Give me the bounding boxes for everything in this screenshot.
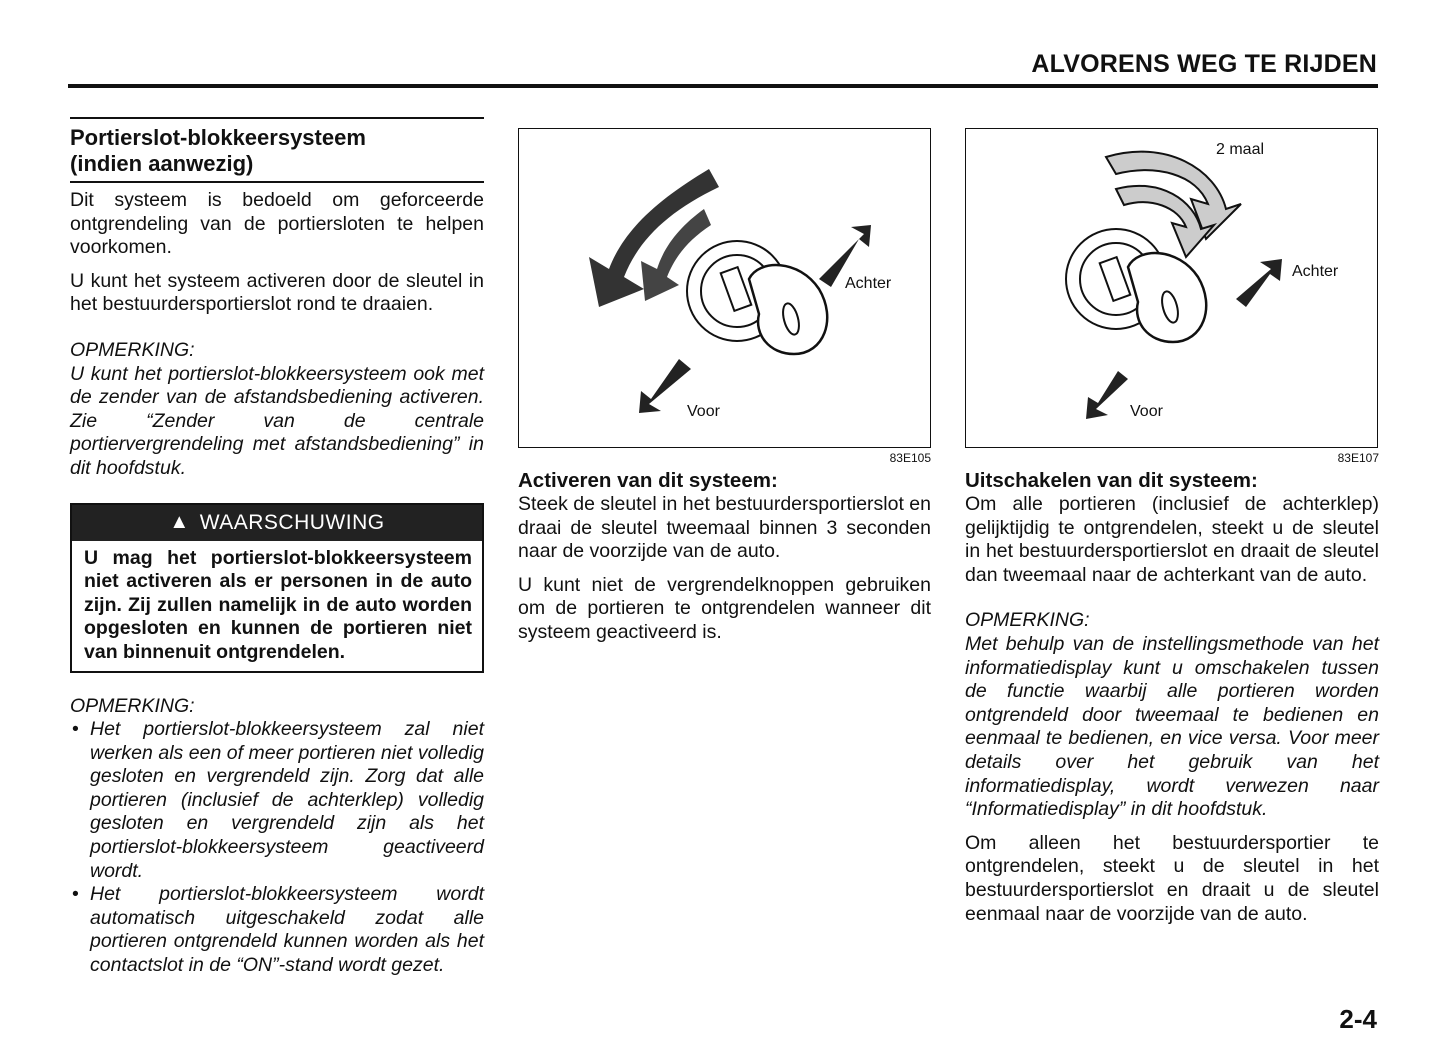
- note-text: Met behulp van de instellingsmethode van het informatiedisplay kunt u omschakelen tussen de functie waarbij alle portieren worden ontgrendeld door tweemaal te bedienen en eenmaal te bedienen, en vice versa. Voor meer details over het gebruik van het informatiedisplay, wordt verwezen naar “Informatiedisplay” in dit hoofdstuk.: [965, 632, 1379, 821]
- note-bullet-item: • Het portierslot-blokkeersysteem zal niet werken als een of meer portieren niet volledig gesloten en vergrendeld zijn. Zorg dat alle portieren (inclusief de achterklep) volledig gesloten en vergrendeld zijn als het portierslot-blokkeersysteem geactiveerd wordt.: [70, 718, 484, 883]
- note-label-2: OPMERKING:: [70, 694, 195, 717]
- arrow-rear-icon: [1236, 259, 1282, 307]
- warning-triangle-icon: ▲: [169, 511, 190, 534]
- section-title-line2: (indien aanwezig): [70, 151, 254, 176]
- figure-code: 83E107: [1337, 451, 1379, 465]
- header-rule: [68, 84, 1378, 88]
- driver-door-paragraph: Om alleen het bestuurdersportier te ontgrendelen, steekt u de sleutel in het bestuurdersportierslot en draait u de sleutel eenmaal naar de voorzijde van de auto.: [965, 831, 1379, 925]
- intro-paragraph: Dit systeem is bedoeld om geforceerde ontgrendeling van de portiersloten te helpen voorkomen.: [70, 189, 484, 259]
- column-right: [965, 128, 1379, 926]
- note-label: OPMERKING:: [70, 338, 195, 361]
- section-title-line1: Portierslot-blokkeersysteem: [70, 125, 366, 150]
- warning-title: WAARSCHUWING: [199, 510, 385, 534]
- warning-header: [72, 505, 482, 541]
- activate-note-paragraph: U kunt niet de vergrendelknoppen gebruiken om de portieren te ontgrendelen wanneer dit systeem geactiveerd is.: [518, 573, 931, 643]
- activate-steps-paragraph: Steek de sleutel in het bestuurdersportierslot en draai de sleutel tweemaal binnen 3 seconden naar de voorzijde van de auto.: [518, 493, 931, 563]
- figure-deactivate: [965, 128, 1378, 448]
- note-bullet-item: • Het portierslot-blokkeersysteem wordt automatisch uitgeschakeld zodat alle portieren ontgrendeld kunnen worden als het contactslot in de “ON”-stand wordt gezet.: [70, 883, 484, 977]
- subsection-title: Uitschakelen van dit systeem:: [965, 469, 1258, 492]
- note-label: OPMERKING:: [965, 609, 1090, 632]
- column-left: [70, 117, 484, 978]
- figure-code: 83E105: [889, 451, 931, 465]
- page-header-title: ALVORENS WEG TE RIJDEN: [1031, 50, 1377, 78]
- lock-key-turn-rear-illustration: [966, 129, 1379, 449]
- note-text: U kunt het portierslot-blokkeersysteem ook met de zender van de afstandsbediening activeren. Zie “Zender van de centrale portiervergrendeling met afstandsbediening” in dit hoofdstuk.: [70, 362, 484, 479]
- section-title-rule: [70, 181, 484, 183]
- arrow-front-icon: [639, 359, 691, 413]
- deactivate-steps-paragraph: Om alle portieren (inclusief de achterklep) gelijktijdig te ontgrendelen, steekt u de sleutel in het bestuurdersportierslot en draait de sleutel dan tweemaal naar de achterkant van de auto.: [965, 493, 1379, 586]
- column-middle: [518, 128, 931, 645]
- note-bullet-list: [70, 718, 484, 978]
- page-number: 2-4: [1339, 1004, 1377, 1034]
- warning-text: U mag het portierslot-blokkeersysteem niet activeren als er personen in de auto zijn. Zij zullen namelijk in de auto worden opgesloten en kunnen de portieren niet van binnenuit ontgrendelen.: [84, 546, 472, 663]
- figure-activate: [518, 128, 931, 448]
- figure-label-front: Voor: [687, 403, 720, 420]
- section-title: [70, 125, 484, 177]
- figure-label-times: 2 maal: [1216, 141, 1265, 158]
- arrow-front-icon: [1086, 371, 1128, 419]
- activation-paragraph: U kunt het systeem activeren door de sleutel in het bestuurdersportierslot rond te draaien.: [70, 269, 484, 316]
- section-top-rule: [70, 117, 484, 119]
- warning-box: [70, 503, 484, 673]
- subsection-title: Activeren van dit systeem:: [518, 469, 778, 492]
- figure-label-rear: Achter: [845, 275, 892, 292]
- figure-label-rear: Achter: [1292, 263, 1339, 280]
- figure-label-front: Voor: [1130, 403, 1163, 420]
